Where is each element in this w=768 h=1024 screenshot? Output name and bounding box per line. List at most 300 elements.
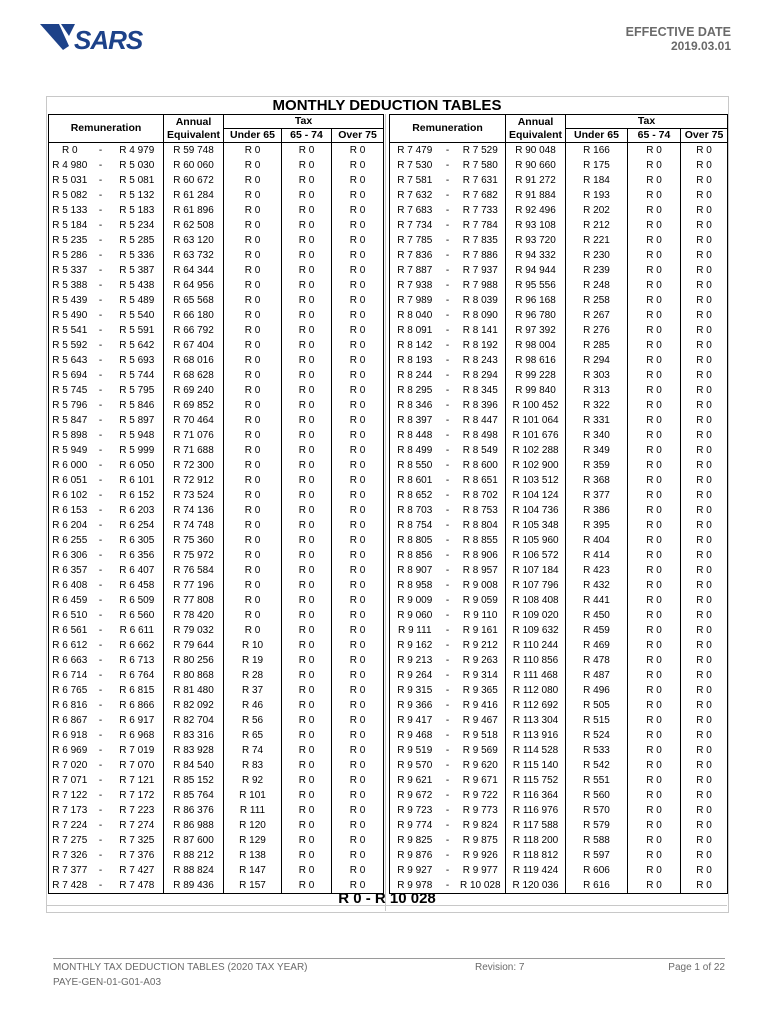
annual-equivalent-cell: R 115 752	[506, 773, 566, 788]
annual-equivalent-cell: R 74 748	[164, 518, 224, 533]
remuneration-to-cell: R 5 846	[119, 400, 155, 411]
table-row	[390, 443, 728, 458]
remuneration-from-cell: R 8 295	[397, 385, 433, 396]
tax-under-65-cell: R 414	[566, 548, 628, 563]
header-row	[390, 115, 728, 129]
remuneration-to-cell: R 6 815	[119, 685, 155, 696]
table-row	[49, 173, 384, 188]
table-row	[49, 218, 384, 233]
annual-equivalent-cell: R 86 988	[164, 818, 224, 833]
remuneration-to-cell: R 6 764	[119, 670, 155, 681]
annual-equivalent-cell: R 93 108	[506, 218, 566, 233]
tax-over-75-cell: R 0	[681, 578, 728, 593]
remuneration-from-cell: R 7 632	[397, 190, 433, 201]
range-separator: -	[445, 850, 450, 861]
remuneration-from-cell: R 7 479	[397, 145, 433, 156]
tax-65-74-cell: R 0	[628, 413, 681, 428]
tax-65-74-cell: R 0	[628, 878, 681, 894]
remuneration-to-cell: R 9 212	[462, 640, 498, 651]
annual-equivalent-cell: R 110 856	[506, 653, 566, 668]
tax-under-65-cell: R 101	[224, 788, 282, 803]
tax-over-75-cell: R 0	[332, 338, 384, 353]
range-separator: -	[445, 565, 450, 576]
tax-65-74-cell: R 0	[282, 248, 332, 263]
remuneration-to-cell: R 6 203	[119, 505, 155, 516]
table-row	[390, 518, 728, 533]
tax-under-65-cell: R 138	[224, 848, 282, 863]
remuneration-from-cell: R 9 825	[397, 835, 433, 846]
sars-logo-text: SARS	[74, 25, 143, 54]
remuneration-to-cell: R 4 979	[119, 145, 155, 156]
tax-over-75-cell: R 0	[681, 548, 728, 563]
range-separator: -	[98, 775, 103, 786]
tax-under-65-cell: R 0	[224, 443, 282, 458]
range-separator: -	[445, 205, 450, 216]
tax-under-65-cell: R 83	[224, 758, 282, 773]
range-separator: -	[98, 175, 103, 186]
annual-equivalent-cell: R 107 184	[506, 563, 566, 578]
table-row	[390, 668, 728, 683]
tax-65-74-cell: R 0	[628, 383, 681, 398]
tax-65-74-cell: R 0	[628, 248, 681, 263]
age-65-74-header: 65 - 74	[628, 129, 681, 143]
annual-equivalent-cell: R 76 584	[164, 563, 224, 578]
tax-over-75-cell: R 0	[332, 758, 384, 773]
range-separator: -	[98, 310, 103, 321]
tax-under-65-cell: R 616	[566, 878, 628, 894]
tax-over-75-cell: R 0	[681, 653, 728, 668]
annual-equivalent-cell: R 82 704	[164, 713, 224, 728]
tax-over-75-cell: R 0	[681, 638, 728, 653]
table-row	[49, 728, 384, 743]
tax-65-74-cell: R 0	[282, 593, 332, 608]
remuneration-to-cell: R 9 722	[462, 790, 498, 801]
table-row	[390, 218, 728, 233]
range-separator: -	[445, 805, 450, 816]
table-row	[49, 263, 384, 278]
range-separator: -	[445, 655, 450, 666]
tax-under-65-cell: R 239	[566, 263, 628, 278]
tax-over-75-cell: R 0	[332, 653, 384, 668]
table-row	[49, 188, 384, 203]
annual-equivalent-cell: R 78 420	[164, 608, 224, 623]
annual-equivalent-cell: R 69 852	[164, 398, 224, 413]
remuneration-from-cell: R 7 020	[52, 760, 88, 771]
remuneration-to-cell: R 7 172	[119, 790, 155, 801]
remuneration-from-cell: R 5 949	[52, 445, 88, 456]
tax-under-65-cell: R 74	[224, 743, 282, 758]
tax-65-74-cell: R 0	[282, 608, 332, 623]
tax-under-65-cell: R 0	[224, 488, 282, 503]
annual-equivalent-cell: R 101 676	[506, 428, 566, 443]
age-65-74-header: 65 - 74	[282, 129, 332, 143]
tax-under-65-cell: R 386	[566, 503, 628, 518]
tax-under-65-cell: R 459	[566, 623, 628, 638]
tax-over-75-cell: R 0	[332, 503, 384, 518]
tax-65-74-cell: R 0	[282, 383, 332, 398]
tax-under-65-cell: R 478	[566, 653, 628, 668]
table-row	[390, 818, 728, 833]
tax-under-65-cell: R 313	[566, 383, 628, 398]
tax-65-74-cell: R 0	[282, 518, 332, 533]
tax-under-65-cell: R 0	[224, 608, 282, 623]
table-row	[49, 353, 384, 368]
tax-under-65-cell: R 248	[566, 278, 628, 293]
table-row	[49, 533, 384, 548]
tax-over-75-cell: R 0	[681, 338, 728, 353]
table-row	[390, 848, 728, 863]
annual-equivalent-cell: R 70 464	[164, 413, 224, 428]
annual-equivalent-header	[506, 115, 566, 143]
table-row	[49, 548, 384, 563]
tax-65-74-cell: R 0	[628, 293, 681, 308]
tax-over-75-cell: R 0	[332, 488, 384, 503]
table-row	[49, 758, 384, 773]
remuneration-to-cell: R 7 733	[462, 205, 498, 216]
remuneration-from-cell: R 8 856	[397, 550, 433, 561]
annual-equivalent-header	[164, 115, 224, 143]
remuneration-to-cell: R 6 101	[119, 475, 155, 486]
page-title: MONTHLY DEDUCTION TABLES	[272, 97, 502, 114]
range-separator: -	[445, 385, 450, 396]
annual-equivalent-cell: R 81 480	[164, 683, 224, 698]
tax-65-74-cell: R 0	[282, 818, 332, 833]
tax-over-75-cell: R 0	[332, 743, 384, 758]
tax-under-65-cell: R 0	[224, 158, 282, 173]
tax-65-74-cell: R 0	[282, 233, 332, 248]
annual-equivalent-cell: R 59 748	[164, 143, 224, 159]
tax-65-74-cell: R 0	[282, 338, 332, 353]
tax-65-74-cell: R 0	[628, 518, 681, 533]
tax-over-75-cell: R 0	[332, 458, 384, 473]
remuneration-from-cell: R 7 530	[397, 160, 433, 171]
annual-equivalent-cell: R 109 632	[506, 623, 566, 638]
remuneration-from-cell: R 8 142	[397, 340, 433, 351]
tax-over-75-cell: R 0	[681, 368, 728, 383]
tax-over-75-cell: R 0	[332, 608, 384, 623]
remuneration-from-cell: R 6 969	[52, 745, 88, 756]
tax-65-74-cell: R 0	[628, 818, 681, 833]
tax-65-74-cell: R 0	[282, 788, 332, 803]
remuneration-to-cell: R 8 294	[462, 370, 498, 381]
annual-equivalent-cell: R 91 884	[506, 188, 566, 203]
left-table-body	[49, 143, 384, 894]
table-row	[49, 713, 384, 728]
tax-65-74-cell: R 0	[282, 188, 332, 203]
remuneration-to-cell: R 8 498	[462, 430, 498, 441]
table-row	[49, 638, 384, 653]
table-row	[49, 278, 384, 293]
range-separator: -	[98, 325, 103, 336]
annual-equivalent-cell: R 99 840	[506, 383, 566, 398]
tax-65-74-cell: R 0	[282, 308, 332, 323]
table-row	[390, 803, 728, 818]
tax-under-65-cell: R 258	[566, 293, 628, 308]
table-row	[390, 653, 728, 668]
tax-over-75-cell: R 0	[332, 833, 384, 848]
table-row	[49, 398, 384, 413]
footer-revision: Revision: 7	[475, 962, 525, 973]
annual-equivalent-cell: R 103 512	[506, 473, 566, 488]
table-row	[49, 323, 384, 338]
range-separator: -	[445, 580, 450, 591]
range-summary: R 0 - R 10 028	[338, 890, 436, 907]
table-row	[390, 698, 728, 713]
range-separator: -	[98, 565, 103, 576]
remuneration-to-cell: R 6 866	[119, 700, 155, 711]
tax-65-74-cell: R 0	[282, 728, 332, 743]
remuneration-to-cell: R 7 478	[119, 880, 155, 891]
table-row	[49, 683, 384, 698]
tax-65-74-cell: R 0	[282, 218, 332, 233]
tax-under-65-cell: R 331	[566, 413, 628, 428]
tax-65-74-cell: R 0	[282, 833, 332, 848]
range-separator: -	[445, 475, 450, 486]
table-row	[390, 623, 728, 638]
tax-65-74-cell: R 0	[282, 683, 332, 698]
range-separator: -	[98, 580, 103, 591]
tax-under-65-cell: R 0	[224, 593, 282, 608]
remuneration-to-cell: R 7 019	[119, 745, 155, 756]
tax-over-75-cell: R 0	[332, 263, 384, 278]
tax-over-75-cell: R 0	[681, 863, 728, 878]
tax-under-65-cell: R 487	[566, 668, 628, 683]
table-row	[49, 413, 384, 428]
tax-under-65-cell: R 0	[224, 473, 282, 488]
remuneration-from-cell: R 8 805	[397, 535, 433, 546]
tax-over-75-cell: R 0	[332, 323, 384, 338]
remuneration-to-cell: R 9 263	[462, 655, 498, 666]
annual-equivalent-cell: R 79 032	[164, 623, 224, 638]
remuneration-to-cell: R 5 540	[119, 310, 155, 321]
remuneration-from-cell: R 7 683	[397, 205, 433, 216]
remuneration-from-cell: R 4 980	[52, 160, 88, 171]
tax-65-74-cell: R 0	[628, 758, 681, 773]
remuneration-from-cell: R 6 714	[52, 670, 88, 681]
remuneration-to-cell: R 9 365	[462, 685, 498, 696]
range-separator: -	[445, 175, 450, 186]
tax-over-75-cell: R 0	[332, 443, 384, 458]
range-separator: -	[98, 730, 103, 741]
tax-under-65-cell: R 0	[224, 248, 282, 263]
tax-under-65-cell: R 0	[224, 338, 282, 353]
annual-equivalent-cell: R 83 316	[164, 728, 224, 743]
tax-under-65-cell: R 0	[224, 458, 282, 473]
remuneration-from-cell: R 6 816	[52, 700, 88, 711]
range-separator: -	[98, 145, 103, 156]
annual-equivalent-cell: R 109 020	[506, 608, 566, 623]
tax-over-75-cell: R 0	[681, 173, 728, 188]
remuneration-from-cell: R 9 723	[397, 805, 433, 816]
annual-equivalent-cell: R 87 600	[164, 833, 224, 848]
remuneration-to-cell: R 8 600	[462, 460, 498, 471]
remuneration-to-cell: R 8 141	[462, 325, 498, 336]
range-separator: -	[98, 340, 103, 351]
tax-under-65-cell: R 92	[224, 773, 282, 788]
tax-under-65-cell: R 0	[224, 218, 282, 233]
annual-equivalent-cell: R 95 556	[506, 278, 566, 293]
tax-under-65-cell: R 359	[566, 458, 628, 473]
annual-equivalent-cell: R 113 916	[506, 728, 566, 743]
remuneration-to-cell: R 8 243	[462, 355, 498, 366]
remuneration-to-cell: R 9 977	[462, 865, 498, 876]
footer-doc-title: MONTHLY TAX DEDUCTION TABLES (2020 TAX YEAR)	[53, 962, 308, 973]
tax-65-74-cell: R 0	[628, 863, 681, 878]
tax-under-65-cell: R 524	[566, 728, 628, 743]
annual-equivalent-cell: R 99 228	[506, 368, 566, 383]
tax-65-74-cell: R 0	[282, 653, 332, 668]
tax-under-65-cell: R 0	[224, 308, 282, 323]
remuneration-to-cell: R 6 152	[119, 490, 155, 501]
remuneration-to-cell: R 9 824	[462, 820, 498, 831]
tax-over-75-cell: R 0	[681, 203, 728, 218]
table-row	[49, 668, 384, 683]
annual-equivalent-cell: R 60 672	[164, 173, 224, 188]
annual-equivalent-cell: R 89 436	[164, 878, 224, 894]
table-row	[49, 833, 384, 848]
table-row	[390, 398, 728, 413]
annual-equivalent-cell: R 94 332	[506, 248, 566, 263]
range-separator: -	[445, 160, 450, 171]
tax-over-75-cell: R 0	[681, 413, 728, 428]
tax-under-65-cell: R 0	[224, 353, 282, 368]
remuneration-from-cell: R 8 193	[397, 355, 433, 366]
tax-over-75-cell: R 0	[681, 233, 728, 248]
tax-under-65-cell: R 10	[224, 638, 282, 653]
range-separator: -	[445, 505, 450, 516]
tax-over-75-cell: R 0	[332, 353, 384, 368]
remuneration-from-cell: R 5 031	[52, 175, 88, 186]
annual-equivalent-cell: R 114 528	[506, 743, 566, 758]
range-separator: -	[445, 355, 450, 366]
tax-over-75-cell: R 0	[681, 278, 728, 293]
table-row	[390, 323, 728, 338]
annual-equivalent-cell: R 85 764	[164, 788, 224, 803]
remuneration-from-cell: R 5 337	[52, 265, 88, 276]
range-separator: -	[98, 430, 103, 441]
tax-over-75-cell: R 0	[332, 578, 384, 593]
tax-under-65-cell: R 0	[224, 143, 282, 159]
tax-65-74-cell: R 0	[628, 593, 681, 608]
table-row	[390, 353, 728, 368]
remuneration-from-cell: R 7 836	[397, 250, 433, 261]
tax-over-75-cell: R 0	[681, 473, 728, 488]
remuneration-from-cell: R 7 785	[397, 235, 433, 246]
table-row	[49, 788, 384, 803]
tax-65-74-cell: R 0	[282, 743, 332, 758]
remuneration-to-cell: R 7 070	[119, 760, 155, 771]
remuneration-to-cell: R 9 008	[462, 580, 498, 591]
tax-over-75-cell: R 0	[332, 863, 384, 878]
annual-equivalent-cell: R 72 912	[164, 473, 224, 488]
annual-equivalent-cell: R 75 972	[164, 548, 224, 563]
remuneration-from-cell: R 5 592	[52, 340, 88, 351]
deduction-table-left	[48, 114, 384, 894]
range-separator: -	[98, 280, 103, 291]
tax-over-75-cell: R 0	[332, 308, 384, 323]
tax-under-65-cell: R 349	[566, 443, 628, 458]
remuneration-to-cell: R 5 489	[119, 295, 155, 306]
tax-under-65-cell: R 166	[566, 143, 628, 159]
tax-over-75-cell: R 0	[681, 353, 728, 368]
tax-65-74-cell: R 0	[282, 503, 332, 518]
annual-equivalent-cell: R 92 496	[506, 203, 566, 218]
annual-header-line2: Equivalent	[166, 128, 221, 141]
remuneration-to-cell: R 7 886	[462, 250, 498, 261]
tax-65-74-cell: R 0	[628, 533, 681, 548]
tax-under-65-cell: R 120	[224, 818, 282, 833]
annual-equivalent-cell: R 98 004	[506, 338, 566, 353]
tax-65-74-cell: R 0	[282, 803, 332, 818]
remuneration-from-cell: R 9 162	[397, 640, 433, 651]
remuneration-from-cell: R 9 264	[397, 670, 433, 681]
tax-65-74-cell: R 0	[282, 488, 332, 503]
tax-65-74-cell: R 0	[628, 278, 681, 293]
tax-over-75-cell: R 0	[681, 263, 728, 278]
range-separator: -	[445, 520, 450, 531]
tax-65-74-cell: R 0	[282, 263, 332, 278]
remuneration-to-cell: R 9 059	[462, 595, 498, 606]
footer-doc-code: PAYE-GEN-01-G01-A03	[53, 977, 162, 988]
tax-over-75-cell: R 0	[332, 713, 384, 728]
tax-65-74-cell: R 0	[628, 353, 681, 368]
annual-header-line2: Equivalent	[508, 128, 563, 141]
annual-equivalent-cell: R 64 344	[164, 263, 224, 278]
table-row	[390, 863, 728, 878]
remuneration-from-cell: R 7 122	[52, 790, 88, 801]
remuneration-from-cell: R 8 346	[397, 400, 433, 411]
table-row	[390, 158, 728, 173]
tax-over-75-cell: R 0	[332, 848, 384, 863]
table-row	[49, 503, 384, 518]
tax-under-65-cell: R 551	[566, 773, 628, 788]
remuneration-from-cell: R 9 978	[397, 880, 433, 891]
tax-over-75-cell: R 0	[332, 293, 384, 308]
range-separator: -	[445, 535, 450, 546]
remuneration-from-cell: R 9 111	[397, 625, 432, 636]
tax-over-75-cell: R 0	[681, 188, 728, 203]
annual-equivalent-cell: R 112 692	[506, 698, 566, 713]
table-row	[390, 308, 728, 323]
range-separator: -	[98, 265, 103, 276]
range-separator: -	[98, 835, 103, 846]
annual-equivalent-cell: R 68 016	[164, 353, 224, 368]
remuneration-from-cell: R 5 235	[52, 235, 88, 246]
tax-over-75-cell: R 0	[681, 428, 728, 443]
annual-equivalent-cell: R 105 348	[506, 518, 566, 533]
tax-over-75-cell: R 0	[332, 248, 384, 263]
remuneration-to-cell: R 7 376	[119, 850, 155, 861]
table-row	[390, 458, 728, 473]
tax-under-65-cell: R 0	[224, 263, 282, 278]
annual-equivalent-cell: R 97 392	[506, 323, 566, 338]
remuneration-from-cell: R 9 315	[397, 685, 433, 696]
tax-65-74-cell: R 0	[282, 368, 332, 383]
range-separator: -	[445, 625, 450, 636]
annual-equivalent-cell: R 79 644	[164, 638, 224, 653]
tax-over-75-cell: R 0	[681, 398, 728, 413]
tax-under-65-cell: R 441	[566, 593, 628, 608]
tax-over-75-cell: R 0	[332, 803, 384, 818]
tax-over-75-cell: R 0	[681, 668, 728, 683]
tax-over-75-cell: R 0	[332, 593, 384, 608]
tax-over-75-cell: R 0	[332, 413, 384, 428]
tax-65-74-cell: R 0	[628, 503, 681, 518]
annual-equivalent-cell: R 107 796	[506, 578, 566, 593]
tax-65-74-cell: R 0	[628, 473, 681, 488]
remuneration-from-cell: R 9 570	[397, 760, 433, 771]
tax-65-74-cell: R 0	[282, 458, 332, 473]
